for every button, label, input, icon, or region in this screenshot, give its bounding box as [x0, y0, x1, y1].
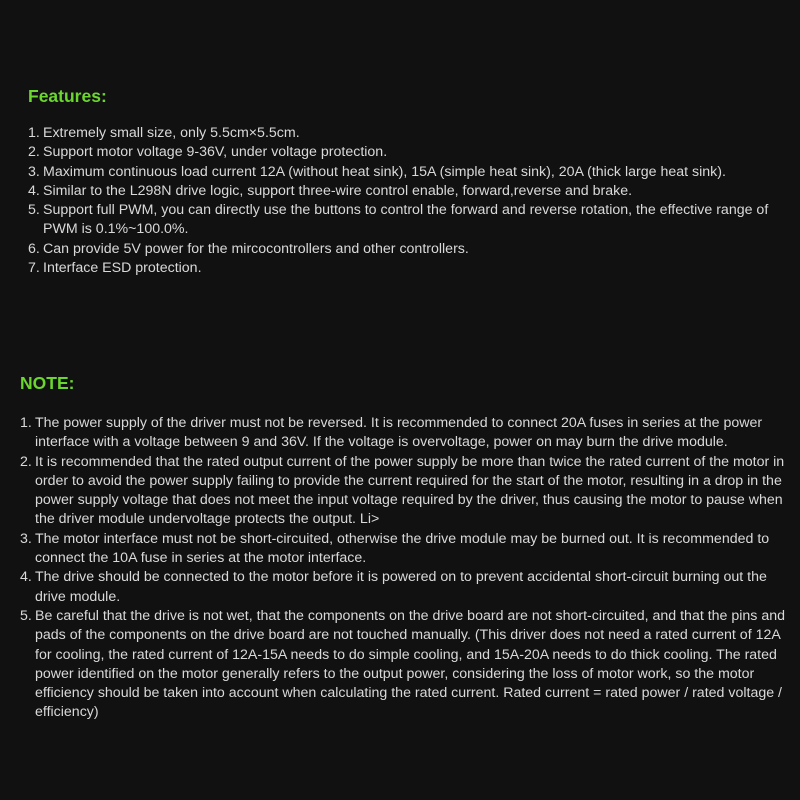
list-item-text: Extremely small size, only 5.5cm×5.5cm.	[43, 125, 300, 141]
list-item-number: 2.	[28, 144, 40, 161]
note-list-item	[20, 607, 790, 723]
list-item-text: Maximum continuous load current 12A (without heat sink), 15A (simple heat sink), 20A (thick large heat sink).	[43, 163, 726, 180]
features-list-item	[28, 143, 778, 162]
features-list-item	[28, 182, 778, 201]
features-list-item	[28, 124, 778, 143]
list-item-text: Support motor voltage 9-36V, under voltage protection.	[43, 144, 388, 161]
features-list-item	[28, 240, 778, 259]
list-item-number: 1.	[20, 415, 32, 431]
note-section	[20, 371, 790, 723]
list-item-number: 5.	[28, 202, 40, 219]
features-heading: Features:	[28, 86, 107, 106]
note-list	[20, 414, 790, 723]
list-item-text: The power supply of the driver must not be reversed. It is recommended to connect 20A fuses in series at the power interface with a voltage between 9 and 36V. If the voltage is overvoltage, power on may burn the drive module.	[35, 415, 763, 451]
note-heading: NOTE:	[20, 373, 75, 393]
list-item-text: The motor interface must not be short-circuited, otherwise the drive module may be burned out. It is recommended to connect the 10A fuse in series at the motor interface.	[35, 530, 770, 567]
list-item-text: It is recommended that the rated output current of the power supply be more than twice the rated current of the motor in order to avoid the power supply failing to provide the current required for the start of the motor, resulting in a drop in the power supply voltage that does not meet the input voltage required by the driver, thus causing the motor to pause when the driver module undervoltage protects the output. Li>	[35, 453, 785, 528]
list-item-number: 5.	[20, 607, 32, 624]
features-section	[28, 84, 778, 278]
list-item-number: 2.	[20, 453, 32, 470]
note-list-item	[20, 414, 790, 453]
list-item-number: 3.	[28, 163, 40, 180]
features-list-item	[28, 201, 778, 240]
list-item-number: 7.	[28, 260, 40, 277]
note-list-item	[20, 530, 790, 569]
list-item-text: Be careful that the drive is not wet, that the components on the drive board are not short-circuited, and that the pins and pads of the components on the drive board are not touched manually. (This driver does not need a rated current of 12A for cooling, the rated current of 12A-15A needs to do simple cooling, and 15A-20A needs to do thick cooling. The rated power identified on the motor generally refers to the output power, considering the loss of motor work, so the motor efficiency should be taken into account when calculating the rated current. Rated current = rated power / rated voltage / efficiency)	[35, 607, 786, 721]
list-item-text: Interface ESD protection.	[43, 260, 202, 277]
list-item-text: Similar to the L298N drive logic, support three-wire control enable, forward,reverse and brake.	[43, 182, 633, 199]
list-item-number: 6.	[28, 240, 40, 257]
list-item-number: 1.	[28, 125, 40, 141]
features-list-item	[28, 259, 778, 278]
list-item-text: The drive should be connected to the motor before it is powered on to prevent accidental short-circuit burning out the drive module.	[35, 569, 767, 605]
note-list-item	[20, 568, 790, 607]
list-item-number: 4.	[28, 182, 40, 199]
features-list	[28, 124, 778, 278]
list-item-number: 3.	[20, 530, 32, 547]
features-list-item	[28, 163, 778, 182]
note-list-item	[20, 453, 790, 530]
list-item-text: Support full PWM, you can directly use the buttons to control the forward and reverse rotation, the effective range of PWM is 0.1%~100.0%.	[43, 202, 769, 238]
list-item-number: 4.	[20, 569, 32, 586]
list-item-text: Can provide 5V power for the mircocontrollers and other controllers.	[43, 240, 469, 257]
